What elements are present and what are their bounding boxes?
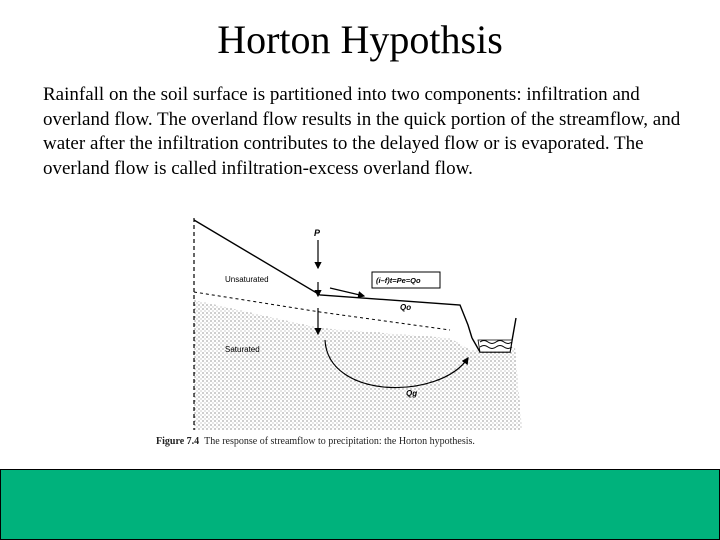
precip-label: P: [314, 228, 321, 238]
overland-flow-arrow: [330, 288, 364, 296]
slide-body-text: Rainfall on the soil surface is partitioned into two components: infiltration and overland flow. The overland flow results in the quick portion of the streamflow, and water after the infiltration contributes to the delayed flow or is evaporated. The overland flow is called infiltration-excess overland flow.: [43, 84, 681, 179]
figure-caption: [156, 436, 566, 447]
horton-figure: [150, 200, 570, 460]
slide-title: Horton Hypothsis: [217, 17, 503, 62]
bottom-color-bar: [0, 469, 720, 540]
equation-label: (i–f)t=Pe=Qo: [376, 276, 421, 285]
figure-number: Figure 7.4: [156, 436, 200, 447]
saturated-label: Saturated: [225, 345, 260, 354]
overland-flow-label: Qo: [400, 303, 412, 312]
figure-caption-text: The response of streamflow to precipitation: the Horton hypothesis.: [204, 436, 475, 447]
unsaturated-label: Unsaturated: [225, 275, 269, 284]
groundwater-flow-label: Qg: [406, 389, 418, 398]
